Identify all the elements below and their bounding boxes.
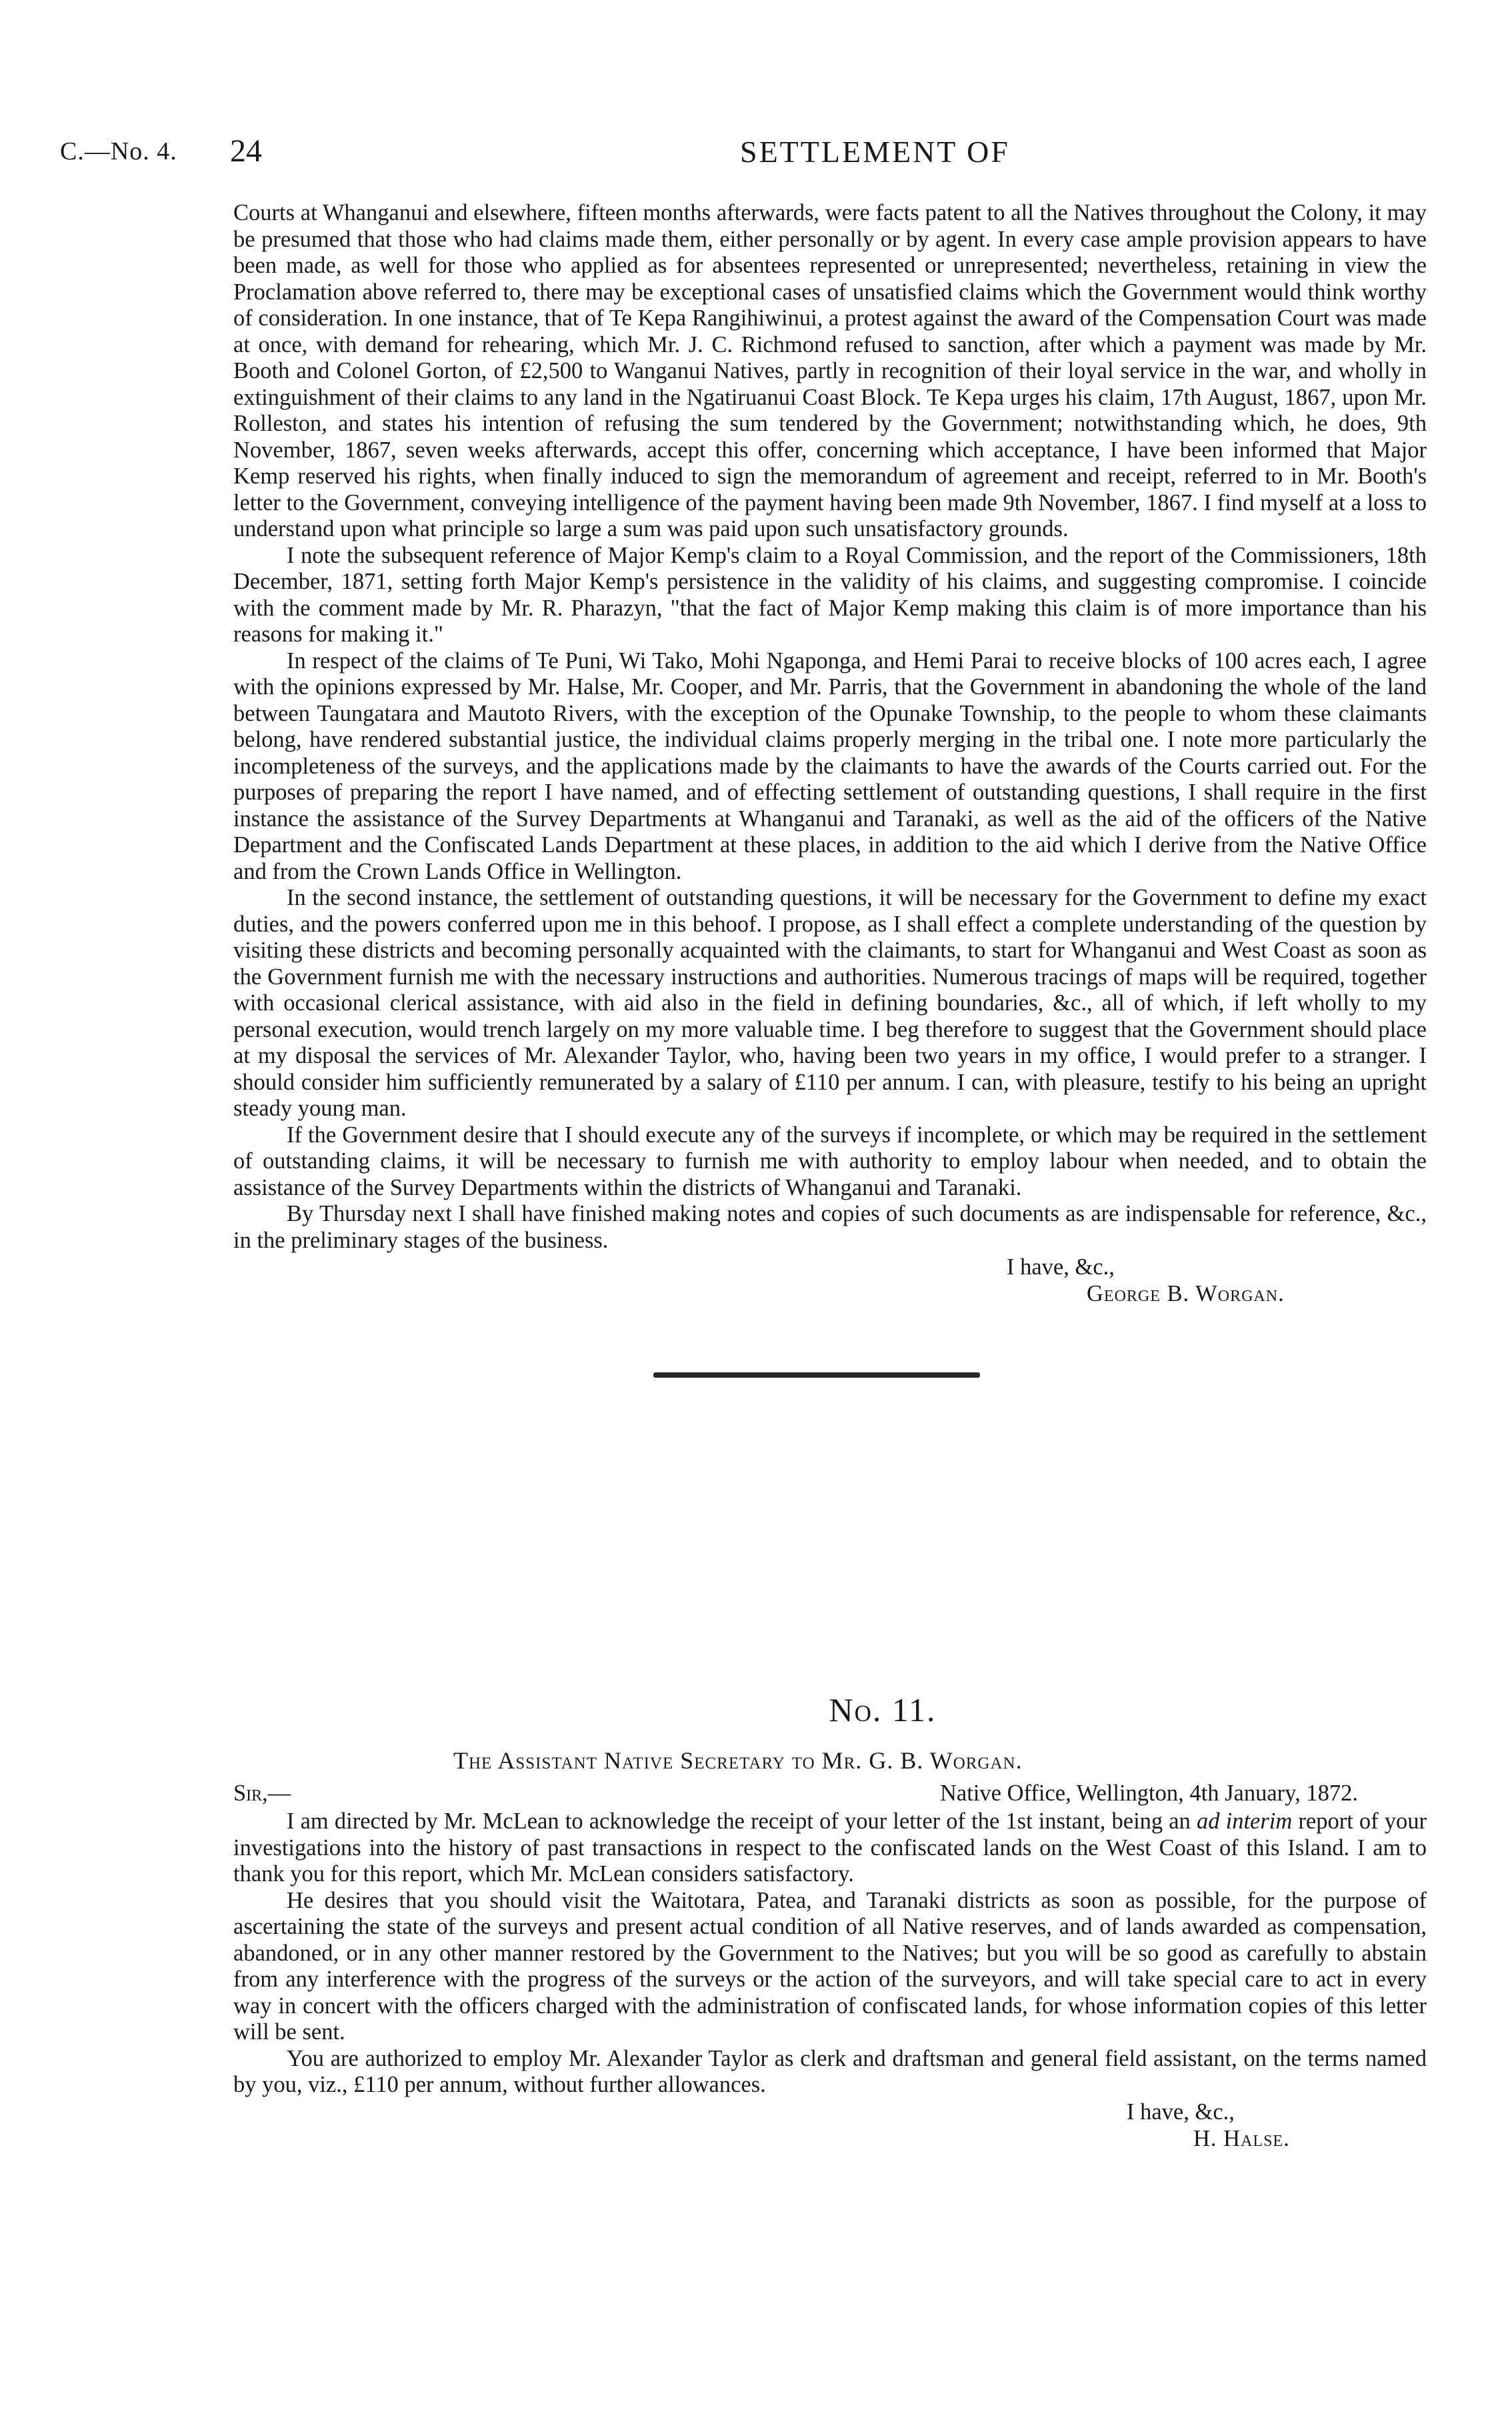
signature-worgan: George B. Worgan. <box>1087 1281 1285 1306</box>
dateline: Native Office, Wellington, 4th January, 1872. <box>940 1780 1359 1806</box>
closing-line: I have, &c., <box>1007 1254 1115 1280</box>
italic-phrase: ad interim <box>1197 1808 1293 1834</box>
salutation: Sir,— <box>233 1780 291 1806</box>
paragraph-claims: In respect of the claims of Te Puni, Wi Tako, Mohi Ngaponga, and Hemi Parai to receive blocks of 100 acres each, I agree with the opinions expressed by Mr. Halse, Mr. Cooper, and Mr. Parris, that the Government in abandoning the whole of the land between Taungatara and Mautoto Rivers, with the exception of the Opunake Township, to the people to whom these claimants belong, have rendered substantial justice, the individual claims properly merging in the tribal one. I note more particularly the incompleteness of the surveys, and the applications made by the claimants to have the awards of the Courts carried out. For the purposes of preparing the report I have named, and of effecting settlement of outstanding questions, I shall require in the first instance the assistance of the Survey Departments at Whanganui and Taranaki, as well as the aid of the officers of the Native Department and the Confiscated Lands Department at these places, in addition to the aid which I derive from the Native Office and from the Crown Lands Office in Wellington. <box>233 648 1427 884</box>
document-number: No. 11. <box>829 1691 937 1728</box>
running-header <box>60 133 1447 177</box>
salutation-row <box>233 1780 1427 1807</box>
paragraph-desires: He desires that you should visit the Waitotara, Patea, and Taranaki districts as soon as possible, for the purpose of ascertaining the state of the surveys and present actual condition of all Native reserves, and of lands awarded as compensation, abandoned, or in any other manner restored by the Government to the Natives; but you will be so good as carefully to abstain from any interference with the progress of the surveys or the action of the surveyors, and will take special care to act in every way in concert with the officers charged with the administration of confiscated lands, for whose information copies of this letter will be sent. <box>233 1887 1427 2045</box>
section-divider <box>653 1372 980 1378</box>
signature-halse: H. Halse. <box>1193 2125 1290 2151</box>
closing-line-2: I have, &c., <box>1127 2099 1235 2125</box>
paragraph-second-instance: In the second instance, the settlement of outstanding questions, it will be necessary for the Government to define my exact duties, and the powers conferred upon me in this behoof. I propose, as I shall effect a complete understanding of the question by visiting these districts and becoming personally acquainted with the claimants, to start for Whanganui and West Coast as soon as the Government furnish me with the necessary instructions and authorities. Numerous tracings of maps will be required, together with occasional clerical assistance, with aid also in the field in defining boundaries, &c., all of which, if left wholly to my personal execution, would trench largely on my more valuable time. I beg therefore to suggest that the Government should place at my disposal the services of Mr. Alexander Taylor, who, having been two years in my office, I would prefer to a stranger. I should consider him sufficiently remunerated by a salary of £110 per annum. I can, with pleasure, testify to his being an upright steady young man. <box>233 885 1427 1121</box>
paragraph-courts: Courts at Whanganui and elsewhere, fifteen months afterwards, were facts patent to all the Natives throughout the Colony, it may be presumed that those who had claims made them, either personally or by agent. In every case ample provision appears to have been made, as well for those who applied as for absentees represented or unrepresented; nevertheless, retaining in view the Proclamation above referred to, there may be exceptional cases of unsatisfied claims which the Government would think worthy of consideration. In one instance, that of Te Kepa Rangihiwinui, a protest against the award of the Compensation Court was made at once, with demand for rehearing, which Mr. J. C. Richmond refused to sanction, after which a payment was made by Mr. Booth and Colonel Gorton, of £2,500 to Wanganui Natives, partly in recognition of their loyal service in the war, and wholly in extinguishment of their claims to any land in the Ngatiruanui Coast Block. Te Kepa urges his claim, 17th August, 1867, upon Mr. Rolleston, and states his intention of refusing the sum tendered by the Government; notwithstanding which, he does, 9th November, 1867, seven weeks afterwards, accept this offer, concerning which acceptance, I have been informed that Major Kemp reserved his rights, when finally induced to sign the memorandum of agreement and receipt, referred to in Mr. Booth's letter to the Government, conveying intelligence of the payment having been made 9th November, 1867. I find myself at a loss to understand upon what principle so large a sum was paid upon such unsatisfactory grounds. <box>233 200 1427 541</box>
paragraph-acknowledge: I am directed by Mr. McLean to acknowledge the receipt of your letter of the 1st instant, being an ad interim report of your investigations into the history of past transactions in respect to the confiscated lands on the West Coast of this Island. I am to thank you for this report, which Mr. McLean considers satisfactory. <box>233 1808 1427 1887</box>
paper-reference: C.—No. 4. <box>60 137 177 165</box>
paragraph-thursday: By Thursday next I shall have finished making notes and copies of such documents as are indispensable for reference, &c., in the preliminary stages of the business. <box>233 1201 1427 1253</box>
paragraph-surveys: If the Government desire that I should execute any of the surveys if incomplete, or which may be required in the settlement of outstanding claims, it will be necessary to furnish me with authority to employ labour when needed, and to obtain the assistance of the Survey Departments within the districts of Whanganui and Taranaki. <box>233 1122 1427 1200</box>
paragraph-authorized: You are authorized to employ Mr. Alexander Taylor as clerk and draftsman and general field assistant, on the terms named by you, viz., £110 per annum, without further allowances. <box>233 2045 1427 2097</box>
letter-halse-body <box>233 1808 1427 2152</box>
paragraph-royal-commission: I note the subsequent reference of Major Kemp's claim to a Royal Commission, and the report of the Commissioners, 18th December, 1871, setting forth Major Kemp's persistence in the validity of his claims, and suggesting compromise. I coincide with the comment made by Mr. R. Pharazyn, "that the fact of Major Kemp making this claim is of more importance than his reasons for making it." <box>233 542 1427 647</box>
running-title: SETTLEMENT OF <box>740 135 1010 169</box>
letter-heading: The Assistant Native Secretary to Mr. G. B. Worgan. <box>453 1747 1023 1774</box>
page-number: 24 <box>230 133 262 169</box>
letter-worgan-body <box>233 200 1427 1307</box>
